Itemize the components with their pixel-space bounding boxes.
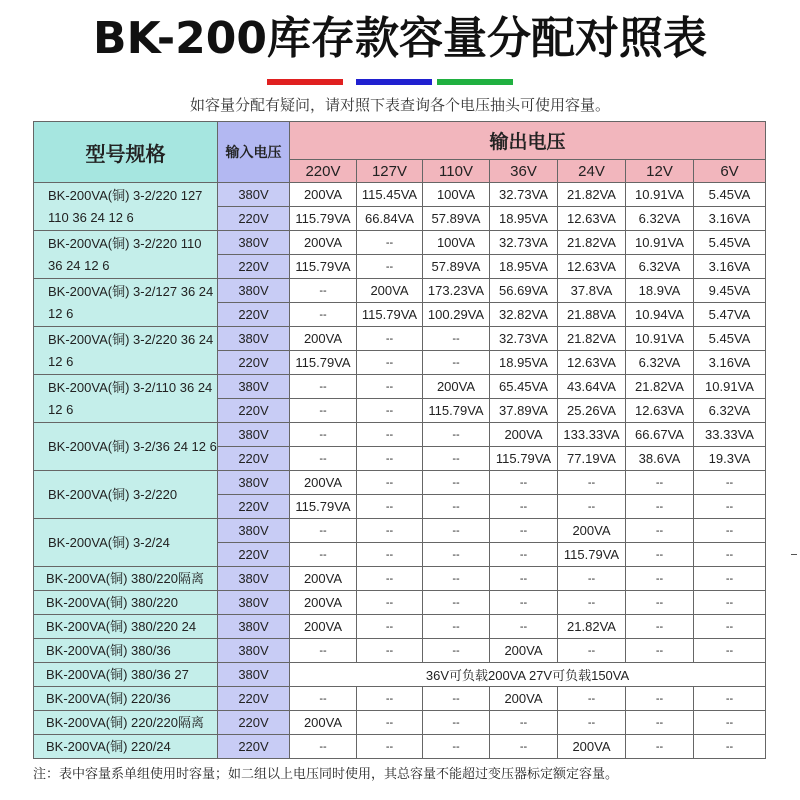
capacity-cell: 12.63VA <box>558 351 626 375</box>
capacity-cell: 12.63VA <box>626 399 694 423</box>
color-accent-bars <box>0 79 800 85</box>
input-voltage-cell: 380V <box>218 375 290 399</box>
input-voltage-cell: 220V <box>218 255 290 279</box>
capacity-cell: -- <box>626 615 694 639</box>
edge-mark <box>791 554 797 555</box>
capacity-cell: 3.16VA <box>694 255 766 279</box>
capacity-cell: 6.32VA <box>694 399 766 423</box>
capacity-cell: 21.88VA <box>558 303 626 327</box>
capacity-cell: -- <box>694 567 766 591</box>
input-voltage-cell: 220V <box>218 735 290 759</box>
capacity-cell: 37.8VA <box>558 279 626 303</box>
page-title: BK-200库存款容量分配对照表 <box>93 13 707 64</box>
capacity-cell: 21.82VA <box>558 327 626 351</box>
input-voltage-cell: 380V <box>218 183 290 207</box>
header-voltage-36v: 36V <box>490 160 558 183</box>
capacity-cell: -- <box>423 615 490 639</box>
capacity-cell: 115.45VA <box>357 183 423 207</box>
model-spec-cell: BK-200VA(铜) 3-2/220 110 36 24 12 6 <box>34 231 218 279</box>
capacity-cell: -- <box>357 567 423 591</box>
capacity-cell: -- <box>357 447 423 471</box>
capacity-cell: 200VA <box>357 279 423 303</box>
table-row <box>34 423 766 447</box>
capacity-cell: 18.95VA <box>490 255 558 279</box>
capacity-cell: -- <box>490 591 558 615</box>
model-spec-cell: BK-200VA(铜) 3-2/110 36 24 12 6 <box>34 375 218 423</box>
capacity-cell: -- <box>626 735 694 759</box>
capacity-cell: 65.45VA <box>490 375 558 399</box>
capacity-cell: 115.79VA <box>357 303 423 327</box>
capacity-cell: -- <box>290 399 357 423</box>
capacity-cell: -- <box>423 327 490 351</box>
input-voltage-cell: 380V <box>218 423 290 447</box>
capacity-cell: -- <box>290 735 357 759</box>
capacity-cell: 115.79VA <box>558 543 626 567</box>
capacity-cell: 115.79VA <box>290 207 357 231</box>
capacity-cell: -- <box>357 687 423 711</box>
capacity-cell: -- <box>558 591 626 615</box>
capacity-cell: -- <box>290 687 357 711</box>
capacity-cell: 5.45VA <box>694 327 766 351</box>
capacity-cell: -- <box>694 735 766 759</box>
blue-accent-bar <box>356 79 432 85</box>
capacity-cell: -- <box>423 735 490 759</box>
capacity-cell: 200VA <box>558 519 626 543</box>
capacity-cell: -- <box>357 711 423 735</box>
input-voltage-cell: 220V <box>218 495 290 519</box>
capacity-cell: -- <box>423 543 490 567</box>
table-row <box>34 663 766 687</box>
input-voltage-cell: 380V <box>218 567 290 591</box>
capacity-cell: -- <box>423 591 490 615</box>
capacity-cell: -- <box>423 447 490 471</box>
capacity-cell: 56.69VA <box>490 279 558 303</box>
capacity-cell: 10.94VA <box>626 303 694 327</box>
capacity-cell: -- <box>357 615 423 639</box>
capacity-cell: -- <box>423 567 490 591</box>
capacity-cell: 57.89VA <box>423 255 490 279</box>
capacity-cell: 18.95VA <box>490 207 558 231</box>
capacity-cell: -- <box>490 519 558 543</box>
input-voltage-cell: 380V <box>218 471 290 495</box>
capacity-cell: -- <box>357 255 423 279</box>
capacity-cell: -- <box>290 423 357 447</box>
table-row <box>34 567 766 591</box>
capacity-cell: -- <box>490 567 558 591</box>
capacity-cell: 115.79VA <box>423 399 490 423</box>
model-spec-cell: BK-200VA(铜) 3-2/220 127 110 36 24 12 6 <box>34 183 218 231</box>
capacity-cell: -- <box>357 231 423 255</box>
model-spec-cell: BK-200VA(铜) 380/36 27 <box>34 663 218 687</box>
input-voltage-cell: 220V <box>218 351 290 375</box>
model-spec-cell: BK-200VA(铜) 380/220隔离 <box>34 567 218 591</box>
capacity-cell: 12.63VA <box>558 255 626 279</box>
table-body <box>34 183 766 759</box>
footnote: 注：表中容量系单组使用时容量；如二组以上电压同时使用，其总容量不能超过变压器标定额定容量。 <box>33 767 619 782</box>
capacity-cell: -- <box>490 615 558 639</box>
capacity-cell: 10.91VA <box>626 183 694 207</box>
capacity-cell: -- <box>626 495 694 519</box>
input-voltage-cell: 220V <box>218 399 290 423</box>
capacity-cell: -- <box>626 543 694 567</box>
capacity-cell: -- <box>357 471 423 495</box>
capacity-cell: -- <box>694 687 766 711</box>
capacity-cell: -- <box>290 279 357 303</box>
capacity-cell: 10.91VA <box>626 231 694 255</box>
capacity-cell: 6.32VA <box>626 351 694 375</box>
capacity-cell: 200VA <box>290 327 357 351</box>
capacity-cell: -- <box>694 543 766 567</box>
capacity-cell: 21.82VA <box>558 231 626 255</box>
capacity-cell: 115.79VA <box>290 255 357 279</box>
model-spec-cell: BK-200VA(铜) 220/24 <box>34 735 218 759</box>
capacity-table <box>33 121 766 759</box>
capacity-cell: -- <box>423 423 490 447</box>
table-row <box>34 639 766 663</box>
capacity-cell: 200VA <box>490 423 558 447</box>
capacity-cell: -- <box>357 735 423 759</box>
table-row <box>34 687 766 711</box>
capacity-cell: -- <box>357 639 423 663</box>
table-row <box>34 615 766 639</box>
capacity-cell: 66.84VA <box>357 207 423 231</box>
capacity-cell: 25.26VA <box>558 399 626 423</box>
model-spec-cell: BK-200VA(铜) 380/36 <box>34 639 218 663</box>
input-voltage-cell: 220V <box>218 687 290 711</box>
capacity-cell: -- <box>290 639 357 663</box>
capacity-cell: 200VA <box>290 567 357 591</box>
table-row <box>34 591 766 615</box>
input-voltage-cell: 220V <box>218 447 290 471</box>
capacity-cell: 19.3VA <box>694 447 766 471</box>
capacity-cell: -- <box>694 639 766 663</box>
input-voltage-cell: 380V <box>218 639 290 663</box>
capacity-cell: 18.95VA <box>490 351 558 375</box>
header-voltage-12v: 12V <box>626 160 694 183</box>
capacity-cell: 9.45VA <box>694 279 766 303</box>
capacity-cell: -- <box>490 735 558 759</box>
capacity-cell: -- <box>357 519 423 543</box>
capacity-cell: 115.79VA <box>290 351 357 375</box>
capacity-cell: 32.73VA <box>490 183 558 207</box>
capacity-cell: 200VA <box>290 711 357 735</box>
capacity-cell: -- <box>357 591 423 615</box>
capacity-cell: 133.33VA <box>558 423 626 447</box>
capacity-cell: -- <box>490 471 558 495</box>
capacity-cell: -- <box>423 687 490 711</box>
input-voltage-cell: 220V <box>218 543 290 567</box>
capacity-cell: 33.33VA <box>694 423 766 447</box>
capacity-cell: -- <box>357 495 423 519</box>
capacity-cell: -- <box>423 711 490 735</box>
table-row <box>34 375 766 399</box>
capacity-cell: 5.45VA <box>694 231 766 255</box>
capacity-cell: 6.32VA <box>626 207 694 231</box>
capacity-cell: 18.9VA <box>626 279 694 303</box>
table-row <box>34 711 766 735</box>
model-spec-cell: BK-200VA(铜) 3-2/24 <box>34 519 218 567</box>
input-voltage-cell: 380V <box>218 663 290 687</box>
header-output-voltage: 输出电压 <box>290 122 766 160</box>
capacity-cell: 115.79VA <box>290 495 357 519</box>
input-voltage-cell: 220V <box>218 207 290 231</box>
input-voltage-cell: 380V <box>218 327 290 351</box>
capacity-cell: 21.82VA <box>558 183 626 207</box>
capacity-cell: -- <box>357 327 423 351</box>
capacity-cell: -- <box>558 471 626 495</box>
page-subtitle: 如容量分配有疑问，请对照下表查询各个电压抽头可使用容量。 <box>189 96 610 114</box>
header-voltage-220v: 220V <box>290 160 357 183</box>
capacity-cell: 32.73VA <box>490 231 558 255</box>
capacity-cell: -- <box>626 687 694 711</box>
table-row <box>34 231 766 255</box>
capacity-cell: -- <box>694 519 766 543</box>
capacity-cell: -- <box>558 687 626 711</box>
capacity-cell: -- <box>626 711 694 735</box>
capacity-cell: 77.19VA <box>558 447 626 471</box>
capacity-cell: 10.91VA <box>626 327 694 351</box>
capacity-cell: 173.23VA <box>423 279 490 303</box>
input-voltage-cell: 380V <box>218 279 290 303</box>
capacity-cell: -- <box>423 519 490 543</box>
header-input-voltage: 输入电压 <box>218 122 290 183</box>
capacity-cell: 100VA <box>423 183 490 207</box>
capacity-cell: 200VA <box>290 615 357 639</box>
capacity-cell: -- <box>558 567 626 591</box>
capacity-cell: 32.82VA <box>490 303 558 327</box>
capacity-cell: 21.82VA <box>626 375 694 399</box>
capacity-cell: -- <box>626 567 694 591</box>
capacity-cell: 6.32VA <box>626 255 694 279</box>
capacity-cell: 32.73VA <box>490 327 558 351</box>
capacity-cell: -- <box>290 303 357 327</box>
header-model: 型号规格 <box>34 122 218 183</box>
input-voltage-cell: 380V <box>218 615 290 639</box>
capacity-cell: -- <box>490 495 558 519</box>
capacity-cell: -- <box>626 591 694 615</box>
capacity-cell: -- <box>694 471 766 495</box>
input-voltage-cell: 220V <box>218 711 290 735</box>
capacity-cell: 43.64VA <box>558 375 626 399</box>
capacity-cell: -- <box>290 447 357 471</box>
capacity-cell: 200VA <box>290 591 357 615</box>
model-spec-cell: BK-200VA(铜) 220/36 <box>34 687 218 711</box>
capacity-cell: 5.45VA <box>694 183 766 207</box>
capacity-cell: 57.89VA <box>423 207 490 231</box>
capacity-cell: -- <box>357 375 423 399</box>
capacity-cell: 200VA <box>490 639 558 663</box>
green-accent-bar <box>437 79 513 85</box>
capacity-cell: -- <box>558 711 626 735</box>
model-spec-cell: BK-200VA(铜) 380/220 <box>34 591 218 615</box>
capacity-cell: 200VA <box>490 687 558 711</box>
capacity-cell: -- <box>423 495 490 519</box>
capacity-cell: -- <box>626 471 694 495</box>
capacity-cell: 10.91VA <box>694 375 766 399</box>
capacity-cell: -- <box>626 519 694 543</box>
capacity-cell: 3.16VA <box>694 351 766 375</box>
model-spec-cell: BK-200VA(铜) 3-2/220 36 24 12 6 <box>34 327 218 375</box>
capacity-cell: -- <box>423 351 490 375</box>
input-voltage-cell: 380V <box>218 519 290 543</box>
capacity-cell: 5.47VA <box>694 303 766 327</box>
red-accent-bar <box>267 79 343 85</box>
merged-capacity-cell: 36V可负载200VA 27V可负载150VA <box>290 663 766 687</box>
capacity-cell: -- <box>423 639 490 663</box>
table-row <box>34 279 766 303</box>
table-row <box>34 471 766 495</box>
capacity-cell: 38.6VA <box>626 447 694 471</box>
capacity-cell: -- <box>694 711 766 735</box>
capacity-cell: -- <box>357 399 423 423</box>
input-voltage-cell: 220V <box>218 303 290 327</box>
capacity-cell: 200VA <box>558 735 626 759</box>
capacity-cell: -- <box>357 423 423 447</box>
capacity-cell: 12.63VA <box>558 207 626 231</box>
capacity-cell: -- <box>290 543 357 567</box>
table-row <box>34 327 766 351</box>
capacity-cell: -- <box>558 495 626 519</box>
table-row <box>34 735 766 759</box>
model-spec-cell: BK-200VA(铜) 380/220 24 <box>34 615 218 639</box>
capacity-cell: 200VA <box>290 231 357 255</box>
input-voltage-cell: 380V <box>218 591 290 615</box>
table-row <box>34 183 766 207</box>
capacity-cell: 100.29VA <box>423 303 490 327</box>
capacity-cell: -- <box>694 615 766 639</box>
header-voltage-6v: 6V <box>694 160 766 183</box>
capacity-cell: -- <box>357 543 423 567</box>
header-voltage-24v: 24V <box>558 160 626 183</box>
capacity-cell: -- <box>694 591 766 615</box>
capacity-cell: -- <box>290 375 357 399</box>
capacity-cell: 3.16VA <box>694 207 766 231</box>
capacity-cell: 200VA <box>423 375 490 399</box>
model-spec-cell: BK-200VA(铜) 3-2/36 24 12 6 <box>34 423 218 471</box>
capacity-cell: 200VA <box>290 183 357 207</box>
model-spec-cell: BK-200VA(铜) 220/220隔离 <box>34 711 218 735</box>
input-voltage-cell: 380V <box>218 231 290 255</box>
capacity-cell: -- <box>357 351 423 375</box>
capacity-cell: 21.82VA <box>558 615 626 639</box>
model-spec-cell: BK-200VA(铜) 3-2/220 <box>34 471 218 519</box>
capacity-cell: 115.79VA <box>490 447 558 471</box>
capacity-cell: -- <box>490 543 558 567</box>
capacity-cell: -- <box>558 639 626 663</box>
capacity-cell: 100VA <box>423 231 490 255</box>
capacity-cell: -- <box>626 639 694 663</box>
model-spec-cell: BK-200VA(铜) 3-2/127 36 24 12 6 <box>34 279 218 327</box>
capacity-cell: -- <box>290 519 357 543</box>
capacity-cell: 200VA <box>290 471 357 495</box>
header-voltage-110v: 110V <box>423 160 490 183</box>
capacity-cell: 37.89VA <box>490 399 558 423</box>
capacity-cell: -- <box>490 711 558 735</box>
header-voltage-127v: 127V <box>357 160 423 183</box>
table-row <box>34 519 766 543</box>
capacity-cell: -- <box>423 471 490 495</box>
capacity-cell: 66.67VA <box>626 423 694 447</box>
capacity-cell: -- <box>694 495 766 519</box>
